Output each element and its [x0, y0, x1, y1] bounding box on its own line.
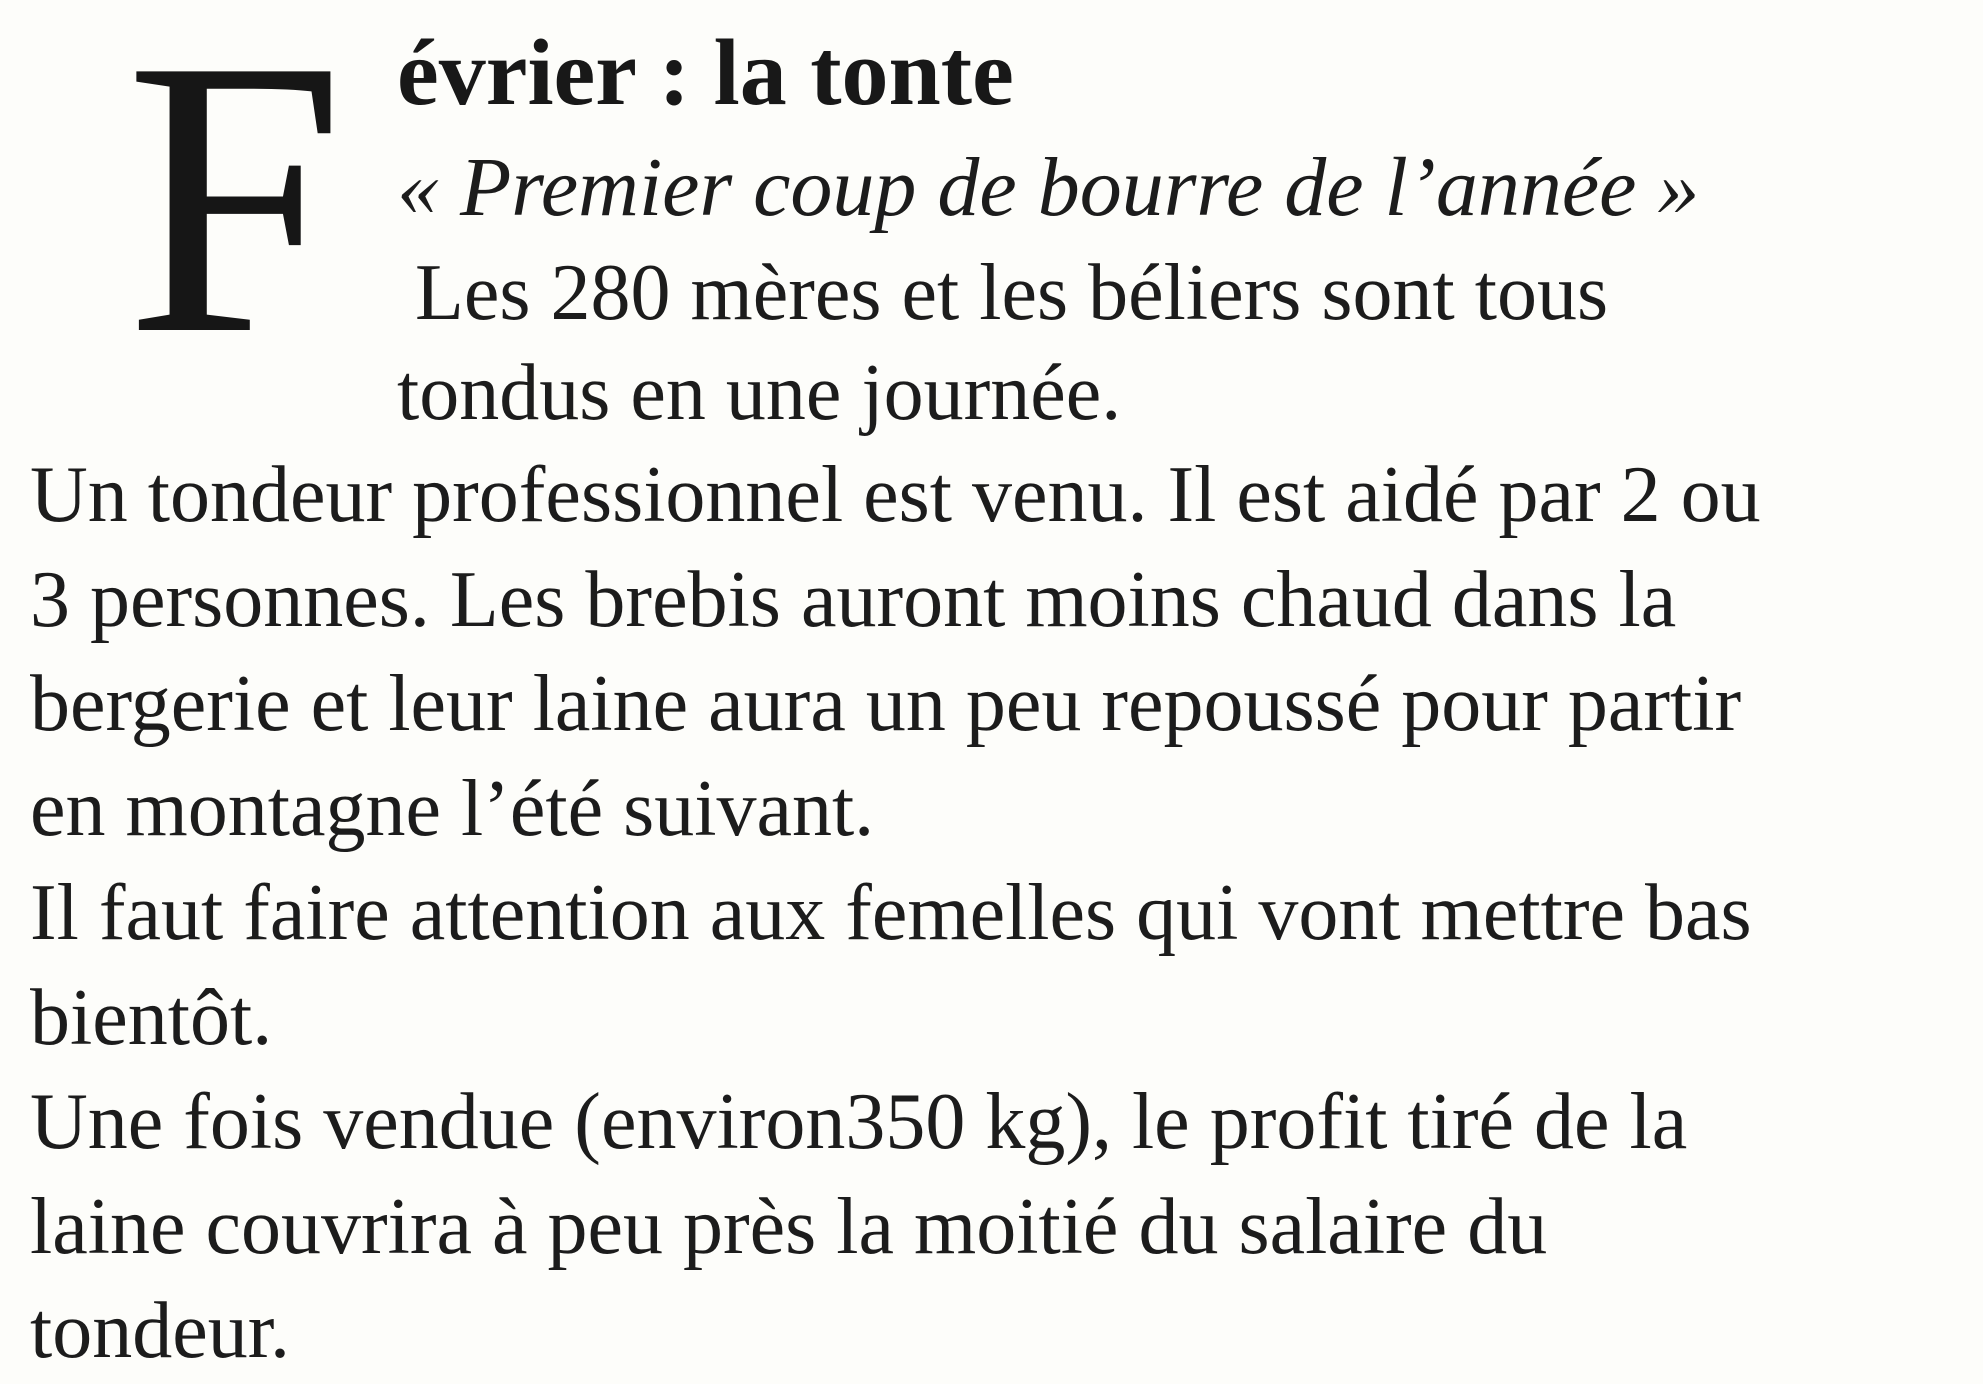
body-line: Une fois vendue (environ350 kg), le profit tiré de la	[30, 1078, 1688, 1166]
intro-paragraph	[397, 243, 1608, 443]
body-line: tondeur.	[30, 1287, 290, 1375]
body-line: en montagne l’été suivant.	[30, 764, 875, 853]
article-subtitle: « Premier coup de bourre de l’année »	[397, 141, 1700, 234]
intro-line: tondus en une journée.	[397, 349, 1122, 437]
intro-line: Les 280 mères et les béliers sont tous	[415, 249, 1609, 337]
body-line: 3 personnes. Les brebis auront moins chaud dans la	[30, 555, 1677, 644]
article-title: évrier : la tonte	[397, 21, 1014, 125]
body-line: bergerie et leur laine aura un peu repoussé pour partir	[30, 660, 1742, 748]
body-line: bientôt.	[30, 973, 273, 1062]
body-line: Il faut faire attention aux femelles qui vont mettre bas	[30, 869, 1752, 957]
body-line: laine couvrira à peu près la moitié du salaire du	[30, 1182, 1548, 1271]
body-line: Un tondeur professionnel est venu. Il est aidé par 2 ou	[30, 451, 1761, 539]
article-body	[30, 443, 1761, 1384]
drop-cap-letter: F	[125, 0, 345, 416]
